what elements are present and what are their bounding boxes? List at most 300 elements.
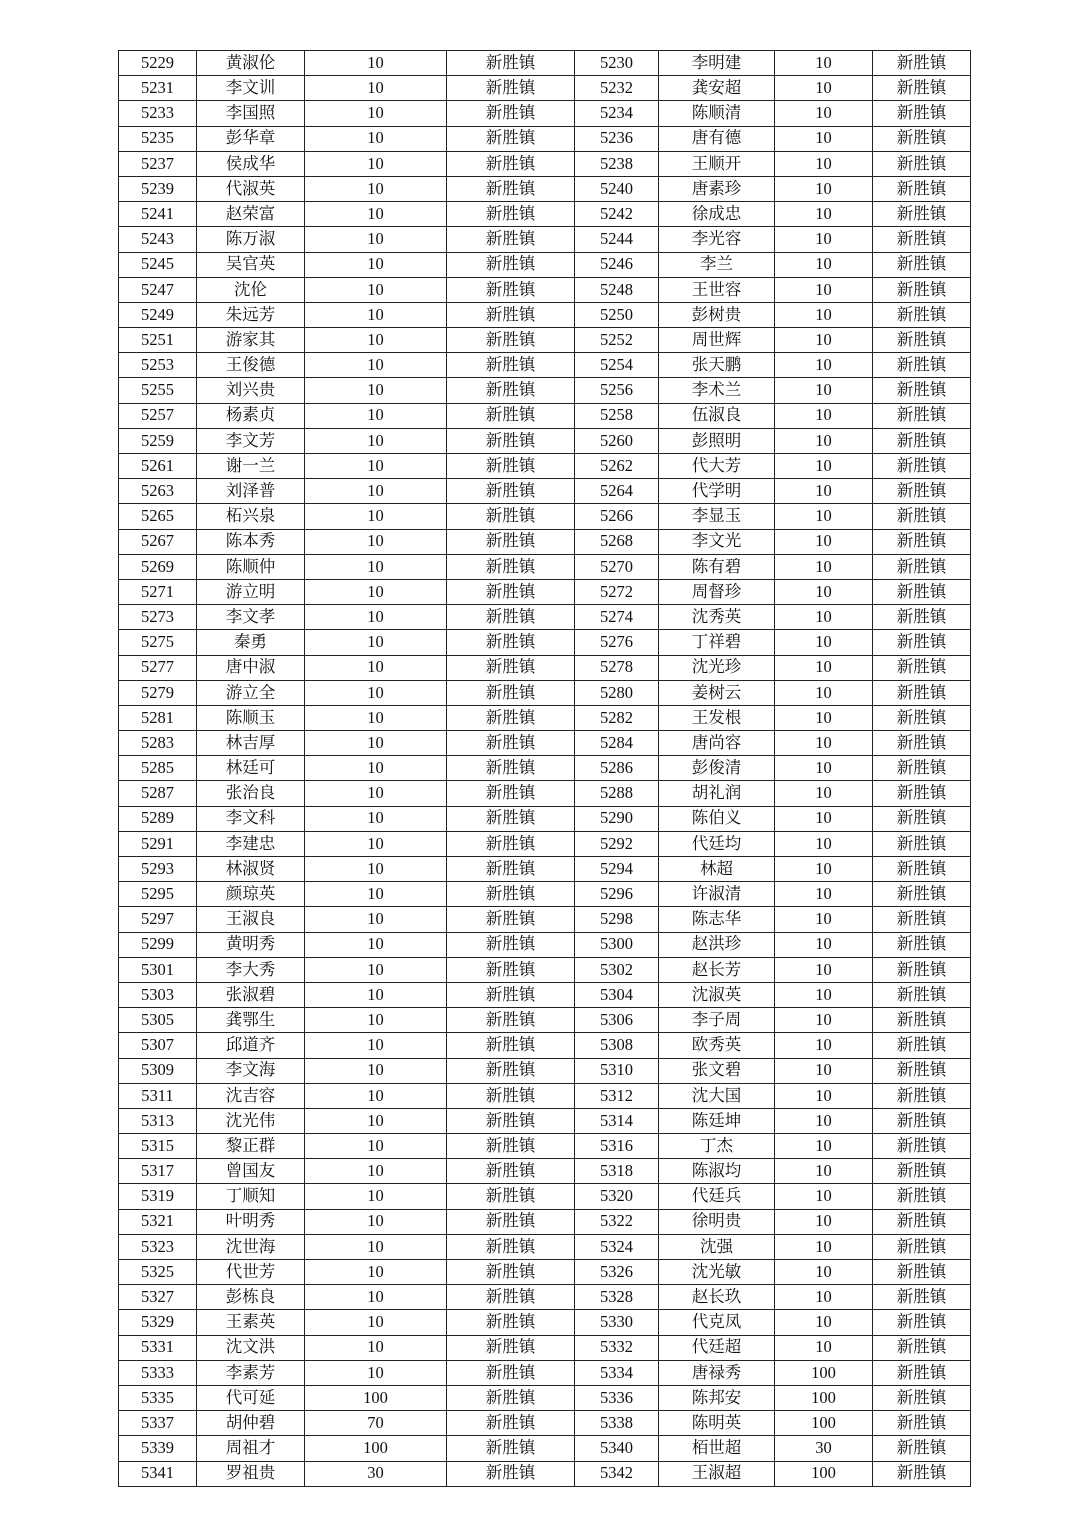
name-cell: 李兰 xyxy=(659,252,775,277)
town-cell: 新胜镇 xyxy=(873,655,971,680)
name-cell: 秦勇 xyxy=(197,630,305,655)
row-id-cell: 5263 xyxy=(119,479,197,504)
town-cell: 新胜镇 xyxy=(447,252,575,277)
amount-cell: 10 xyxy=(775,151,873,176)
table-row xyxy=(119,529,971,554)
amount-cell: 10 xyxy=(775,1134,873,1159)
row-id-cell: 5284 xyxy=(575,731,659,756)
table-row xyxy=(119,1260,971,1285)
row-id-cell: 5250 xyxy=(575,302,659,327)
amount-cell: 10 xyxy=(775,202,873,227)
row-id-cell: 5253 xyxy=(119,353,197,378)
name-cell: 李光容 xyxy=(659,227,775,252)
name-cell: 游家其 xyxy=(197,328,305,353)
row-id-cell: 5285 xyxy=(119,756,197,781)
row-id-cell: 5230 xyxy=(575,51,659,76)
table-row xyxy=(119,605,971,630)
name-cell: 黄明秀 xyxy=(197,932,305,957)
row-id-cell: 5303 xyxy=(119,982,197,1007)
row-id-cell: 5301 xyxy=(119,957,197,982)
amount-cell: 10 xyxy=(305,554,447,579)
town-cell: 新胜镇 xyxy=(447,1310,575,1335)
table-row xyxy=(119,680,971,705)
name-cell: 沈吉容 xyxy=(197,1083,305,1108)
town-cell: 新胜镇 xyxy=(447,51,575,76)
row-id-cell: 5258 xyxy=(575,403,659,428)
name-cell: 代淑英 xyxy=(197,176,305,201)
name-cell: 伍淑良 xyxy=(659,403,775,428)
name-cell: 丁杰 xyxy=(659,1134,775,1159)
town-cell: 新胜镇 xyxy=(447,705,575,730)
row-id-cell: 5264 xyxy=(575,479,659,504)
amount-cell: 10 xyxy=(305,1033,447,1058)
town-cell: 新胜镇 xyxy=(873,151,971,176)
row-id-cell: 5259 xyxy=(119,428,197,453)
name-cell: 代大芳 xyxy=(659,454,775,479)
town-cell: 新胜镇 xyxy=(447,151,575,176)
town-cell: 新胜镇 xyxy=(873,1335,971,1360)
name-cell: 龚鄂生 xyxy=(197,1008,305,1033)
amount-cell: 10 xyxy=(775,101,873,126)
row-id-cell: 5234 xyxy=(575,101,659,126)
town-cell: 新胜镇 xyxy=(447,353,575,378)
row-id-cell: 5307 xyxy=(119,1033,197,1058)
row-id-cell: 5247 xyxy=(119,277,197,302)
row-id-cell: 5254 xyxy=(575,353,659,378)
name-cell: 周世辉 xyxy=(659,328,775,353)
amount-cell: 10 xyxy=(305,705,447,730)
town-cell: 新胜镇 xyxy=(873,781,971,806)
row-id-cell: 5237 xyxy=(119,151,197,176)
table-row xyxy=(119,630,971,655)
town-cell: 新胜镇 xyxy=(447,1209,575,1234)
table-row xyxy=(119,101,971,126)
name-cell: 沈强 xyxy=(659,1234,775,1259)
amount-cell: 10 xyxy=(305,529,447,554)
row-id-cell: 5326 xyxy=(575,1260,659,1285)
amount-cell: 10 xyxy=(305,1134,447,1159)
town-cell: 新胜镇 xyxy=(447,176,575,201)
name-cell: 游立全 xyxy=(197,680,305,705)
name-cell: 彭栋良 xyxy=(197,1285,305,1310)
town-cell: 新胜镇 xyxy=(447,882,575,907)
town-cell: 新胜镇 xyxy=(873,630,971,655)
name-cell: 陈顺仲 xyxy=(197,554,305,579)
name-cell: 李文芳 xyxy=(197,428,305,453)
amount-cell: 10 xyxy=(775,302,873,327)
name-cell: 许淑清 xyxy=(659,882,775,907)
amount-cell: 10 xyxy=(775,806,873,831)
town-cell: 新胜镇 xyxy=(873,353,971,378)
amount-cell: 10 xyxy=(775,479,873,504)
row-id-cell: 5334 xyxy=(575,1360,659,1385)
town-cell: 新胜镇 xyxy=(873,1033,971,1058)
row-id-cell: 5290 xyxy=(575,806,659,831)
town-cell: 新胜镇 xyxy=(447,1335,575,1360)
name-cell: 吴官英 xyxy=(197,252,305,277)
table-row xyxy=(119,76,971,101)
row-id-cell: 5296 xyxy=(575,882,659,907)
town-cell: 新胜镇 xyxy=(447,831,575,856)
amount-cell: 10 xyxy=(775,857,873,882)
name-cell: 唐尚容 xyxy=(659,731,775,756)
table-row xyxy=(119,151,971,176)
name-cell: 王淑良 xyxy=(197,907,305,932)
amount-cell: 10 xyxy=(305,176,447,201)
town-cell: 新胜镇 xyxy=(447,731,575,756)
town-cell: 新胜镇 xyxy=(873,1411,971,1436)
name-cell: 林廷可 xyxy=(197,756,305,781)
table-row xyxy=(119,126,971,151)
amount-cell: 10 xyxy=(775,1209,873,1234)
town-cell: 新胜镇 xyxy=(873,529,971,554)
table-row xyxy=(119,428,971,453)
amount-cell: 10 xyxy=(775,932,873,957)
name-cell: 陈顺清 xyxy=(659,101,775,126)
name-cell: 黎正群 xyxy=(197,1134,305,1159)
name-cell: 代廷兵 xyxy=(659,1184,775,1209)
town-cell: 新胜镇 xyxy=(447,1234,575,1259)
amount-cell: 10 xyxy=(775,126,873,151)
amount-cell: 10 xyxy=(775,328,873,353)
town-cell: 新胜镇 xyxy=(447,554,575,579)
name-cell: 谢一兰 xyxy=(197,454,305,479)
amount-cell: 10 xyxy=(775,957,873,982)
amount-cell: 70 xyxy=(305,1411,447,1436)
town-cell: 新胜镇 xyxy=(447,101,575,126)
row-id-cell: 5274 xyxy=(575,605,659,630)
name-cell: 沈淑英 xyxy=(659,982,775,1007)
town-cell: 新胜镇 xyxy=(873,76,971,101)
town-cell: 新胜镇 xyxy=(873,806,971,831)
name-cell: 柘兴泉 xyxy=(197,504,305,529)
table-row xyxy=(119,1285,971,1310)
amount-cell: 10 xyxy=(305,51,447,76)
table-row xyxy=(119,504,971,529)
town-cell: 新胜镇 xyxy=(447,1411,575,1436)
row-id-cell: 5317 xyxy=(119,1159,197,1184)
town-cell: 新胜镇 xyxy=(873,1461,971,1486)
amount-cell: 10 xyxy=(775,781,873,806)
town-cell: 新胜镇 xyxy=(873,428,971,453)
row-id-cell: 5243 xyxy=(119,227,197,252)
amount-cell: 10 xyxy=(305,1058,447,1083)
amount-cell: 10 xyxy=(305,1360,447,1385)
row-id-cell: 5322 xyxy=(575,1209,659,1234)
row-id-cell: 5236 xyxy=(575,126,659,151)
name-cell: 杨素贞 xyxy=(197,403,305,428)
table-row xyxy=(119,1436,971,1461)
town-cell: 新胜镇 xyxy=(447,479,575,504)
name-cell: 代世芳 xyxy=(197,1260,305,1285)
table-row xyxy=(119,831,971,856)
table-row xyxy=(119,252,971,277)
town-cell: 新胜镇 xyxy=(873,1083,971,1108)
town-cell: 新胜镇 xyxy=(447,756,575,781)
table-row xyxy=(119,1008,971,1033)
table-row xyxy=(119,1234,971,1259)
row-id-cell: 5255 xyxy=(119,378,197,403)
amount-cell: 10 xyxy=(305,151,447,176)
town-cell: 新胜镇 xyxy=(447,1058,575,1083)
table-row xyxy=(119,756,971,781)
row-id-cell: 5235 xyxy=(119,126,197,151)
amount-cell: 10 xyxy=(775,1033,873,1058)
amount-cell: 10 xyxy=(305,1234,447,1259)
amount-cell: 10 xyxy=(775,756,873,781)
table-row xyxy=(119,1134,971,1159)
town-cell: 新胜镇 xyxy=(873,982,971,1007)
row-id-cell: 5314 xyxy=(575,1108,659,1133)
row-id-cell: 5265 xyxy=(119,504,197,529)
row-id-cell: 5257 xyxy=(119,403,197,428)
name-cell: 彭照明 xyxy=(659,428,775,453)
row-id-cell: 5299 xyxy=(119,932,197,957)
row-id-cell: 5297 xyxy=(119,907,197,932)
row-id-cell: 5288 xyxy=(575,781,659,806)
table-row xyxy=(119,982,971,1007)
amount-cell: 10 xyxy=(775,353,873,378)
amount-cell: 10 xyxy=(305,1285,447,1310)
name-cell: 李文海 xyxy=(197,1058,305,1083)
table-row xyxy=(119,1159,971,1184)
name-cell: 李明建 xyxy=(659,51,775,76)
document-page xyxy=(118,50,971,1487)
town-cell: 新胜镇 xyxy=(447,857,575,882)
name-cell: 代廷超 xyxy=(659,1335,775,1360)
town-cell: 新胜镇 xyxy=(447,1083,575,1108)
table-row xyxy=(119,806,971,831)
town-cell: 新胜镇 xyxy=(873,705,971,730)
name-cell: 代学明 xyxy=(659,479,775,504)
name-cell: 沈光敏 xyxy=(659,1260,775,1285)
table-row xyxy=(119,554,971,579)
name-cell: 沈世海 xyxy=(197,1234,305,1259)
row-id-cell: 5245 xyxy=(119,252,197,277)
amount-cell: 10 xyxy=(305,882,447,907)
town-cell: 新胜镇 xyxy=(447,1033,575,1058)
town-cell: 新胜镇 xyxy=(873,277,971,302)
table-row xyxy=(119,1385,971,1410)
row-id-cell: 5282 xyxy=(575,705,659,730)
town-cell: 新胜镇 xyxy=(447,302,575,327)
table-row xyxy=(119,202,971,227)
table-row xyxy=(119,378,971,403)
row-id-cell: 5338 xyxy=(575,1411,659,1436)
name-cell: 彭树贵 xyxy=(659,302,775,327)
town-cell: 新胜镇 xyxy=(873,202,971,227)
name-cell: 陈万淑 xyxy=(197,227,305,252)
name-cell: 代廷均 xyxy=(659,831,775,856)
row-id-cell: 5279 xyxy=(119,680,197,705)
table-row xyxy=(119,1360,971,1385)
name-cell: 沈文洪 xyxy=(197,1335,305,1360)
row-id-cell: 5267 xyxy=(119,529,197,554)
name-cell: 侯成华 xyxy=(197,151,305,176)
amount-cell: 30 xyxy=(775,1436,873,1461)
town-cell: 新胜镇 xyxy=(447,428,575,453)
town-cell: 新胜镇 xyxy=(873,378,971,403)
table-row xyxy=(119,781,971,806)
row-id-cell: 5252 xyxy=(575,328,659,353)
row-id-cell: 5337 xyxy=(119,1411,197,1436)
amount-cell: 10 xyxy=(775,504,873,529)
amount-cell: 10 xyxy=(775,655,873,680)
table-row xyxy=(119,655,971,680)
amount-cell: 10 xyxy=(775,51,873,76)
amount-cell: 10 xyxy=(775,1108,873,1133)
amount-cell: 10 xyxy=(305,1083,447,1108)
table-row xyxy=(119,731,971,756)
name-cell: 彭俊清 xyxy=(659,756,775,781)
town-cell: 新胜镇 xyxy=(447,655,575,680)
name-cell: 王世容 xyxy=(659,277,775,302)
amount-cell: 10 xyxy=(305,1108,447,1133)
row-id-cell: 5240 xyxy=(575,176,659,201)
name-cell: 胡礼润 xyxy=(659,781,775,806)
town-cell: 新胜镇 xyxy=(447,907,575,932)
roster-table xyxy=(118,50,971,1487)
row-id-cell: 5300 xyxy=(575,932,659,957)
row-id-cell: 5310 xyxy=(575,1058,659,1083)
town-cell: 新胜镇 xyxy=(447,680,575,705)
town-cell: 新胜镇 xyxy=(873,579,971,604)
amount-cell: 10 xyxy=(775,1008,873,1033)
amount-cell: 10 xyxy=(775,1159,873,1184)
name-cell: 林吉厚 xyxy=(197,731,305,756)
name-cell: 陈明英 xyxy=(659,1411,775,1436)
row-id-cell: 5270 xyxy=(575,554,659,579)
row-id-cell: 5277 xyxy=(119,655,197,680)
row-id-cell: 5251 xyxy=(119,328,197,353)
row-id-cell: 5239 xyxy=(119,176,197,201)
table-row xyxy=(119,176,971,201)
town-cell: 新胜镇 xyxy=(447,932,575,957)
amount-cell: 10 xyxy=(775,403,873,428)
town-cell: 新胜镇 xyxy=(873,1058,971,1083)
town-cell: 新胜镇 xyxy=(447,378,575,403)
row-id-cell: 5287 xyxy=(119,781,197,806)
table-row xyxy=(119,932,971,957)
town-cell: 新胜镇 xyxy=(447,1285,575,1310)
name-cell: 赵长芳 xyxy=(659,957,775,982)
row-id-cell: 5268 xyxy=(575,529,659,554)
name-cell: 代可延 xyxy=(197,1385,305,1410)
row-id-cell: 5327 xyxy=(119,1285,197,1310)
town-cell: 新胜镇 xyxy=(873,454,971,479)
amount-cell: 10 xyxy=(305,756,447,781)
row-id-cell: 5269 xyxy=(119,554,197,579)
table-row xyxy=(119,328,971,353)
name-cell: 欧秀英 xyxy=(659,1033,775,1058)
town-cell: 新胜镇 xyxy=(873,1209,971,1234)
table-row xyxy=(119,1209,971,1234)
town-cell: 新胜镇 xyxy=(873,1008,971,1033)
amount-cell: 10 xyxy=(775,680,873,705)
town-cell: 新胜镇 xyxy=(447,1008,575,1033)
row-id-cell: 5325 xyxy=(119,1260,197,1285)
name-cell: 陈志华 xyxy=(659,907,775,932)
name-cell: 沈光珍 xyxy=(659,655,775,680)
name-cell: 朱远芳 xyxy=(197,302,305,327)
town-cell: 新胜镇 xyxy=(873,101,971,126)
table-row xyxy=(119,579,971,604)
town-cell: 新胜镇 xyxy=(873,731,971,756)
amount-cell: 10 xyxy=(305,907,447,932)
table-row xyxy=(119,277,971,302)
amount-cell: 10 xyxy=(305,1159,447,1184)
amount-cell: 10 xyxy=(305,1335,447,1360)
table-row xyxy=(119,479,971,504)
row-id-cell: 5341 xyxy=(119,1461,197,1486)
table-row xyxy=(119,1411,971,1436)
town-cell: 新胜镇 xyxy=(447,957,575,982)
name-cell: 胡仲碧 xyxy=(197,1411,305,1436)
name-cell: 李文训 xyxy=(197,76,305,101)
row-id-cell: 5275 xyxy=(119,630,197,655)
town-cell: 新胜镇 xyxy=(447,1260,575,1285)
row-id-cell: 5295 xyxy=(119,882,197,907)
name-cell: 陈本秀 xyxy=(197,529,305,554)
amount-cell: 10 xyxy=(775,705,873,730)
row-id-cell: 5292 xyxy=(575,831,659,856)
town-cell: 新胜镇 xyxy=(447,1184,575,1209)
town-cell: 新胜镇 xyxy=(873,1134,971,1159)
amount-cell: 10 xyxy=(305,1310,447,1335)
row-id-cell: 5319 xyxy=(119,1184,197,1209)
amount-cell: 30 xyxy=(305,1461,447,1486)
table-row xyxy=(119,1461,971,1486)
amount-cell: 10 xyxy=(305,378,447,403)
table-row xyxy=(119,51,971,76)
name-cell: 叶明秀 xyxy=(197,1209,305,1234)
name-cell: 沈大国 xyxy=(659,1083,775,1108)
row-id-cell: 5229 xyxy=(119,51,197,76)
name-cell: 李大秀 xyxy=(197,957,305,982)
amount-cell: 10 xyxy=(775,277,873,302)
town-cell: 新胜镇 xyxy=(447,1108,575,1133)
amount-cell: 10 xyxy=(775,227,873,252)
name-cell: 曾国友 xyxy=(197,1159,305,1184)
row-id-cell: 5233 xyxy=(119,101,197,126)
row-id-cell: 5289 xyxy=(119,806,197,831)
row-id-cell: 5330 xyxy=(575,1310,659,1335)
amount-cell: 10 xyxy=(775,731,873,756)
amount-cell: 10 xyxy=(305,403,447,428)
name-cell: 唐中淑 xyxy=(197,655,305,680)
amount-cell: 10 xyxy=(775,554,873,579)
amount-cell: 10 xyxy=(305,831,447,856)
row-id-cell: 5262 xyxy=(575,454,659,479)
town-cell: 新胜镇 xyxy=(873,1385,971,1410)
amount-cell: 10 xyxy=(305,252,447,277)
amount-cell: 10 xyxy=(305,1008,447,1033)
name-cell: 林淑贤 xyxy=(197,857,305,882)
name-cell: 李术兰 xyxy=(659,378,775,403)
table-row xyxy=(119,1033,971,1058)
amount-cell: 10 xyxy=(305,227,447,252)
name-cell: 刘泽普 xyxy=(197,479,305,504)
name-cell: 徐明贵 xyxy=(659,1209,775,1234)
name-cell: 周督珍 xyxy=(659,579,775,604)
town-cell: 新胜镇 xyxy=(447,1461,575,1486)
town-cell: 新胜镇 xyxy=(447,504,575,529)
name-cell: 陈淑均 xyxy=(659,1159,775,1184)
row-id-cell: 5276 xyxy=(575,630,659,655)
name-cell: 颜琼英 xyxy=(197,882,305,907)
town-cell: 新胜镇 xyxy=(873,176,971,201)
row-id-cell: 5328 xyxy=(575,1285,659,1310)
